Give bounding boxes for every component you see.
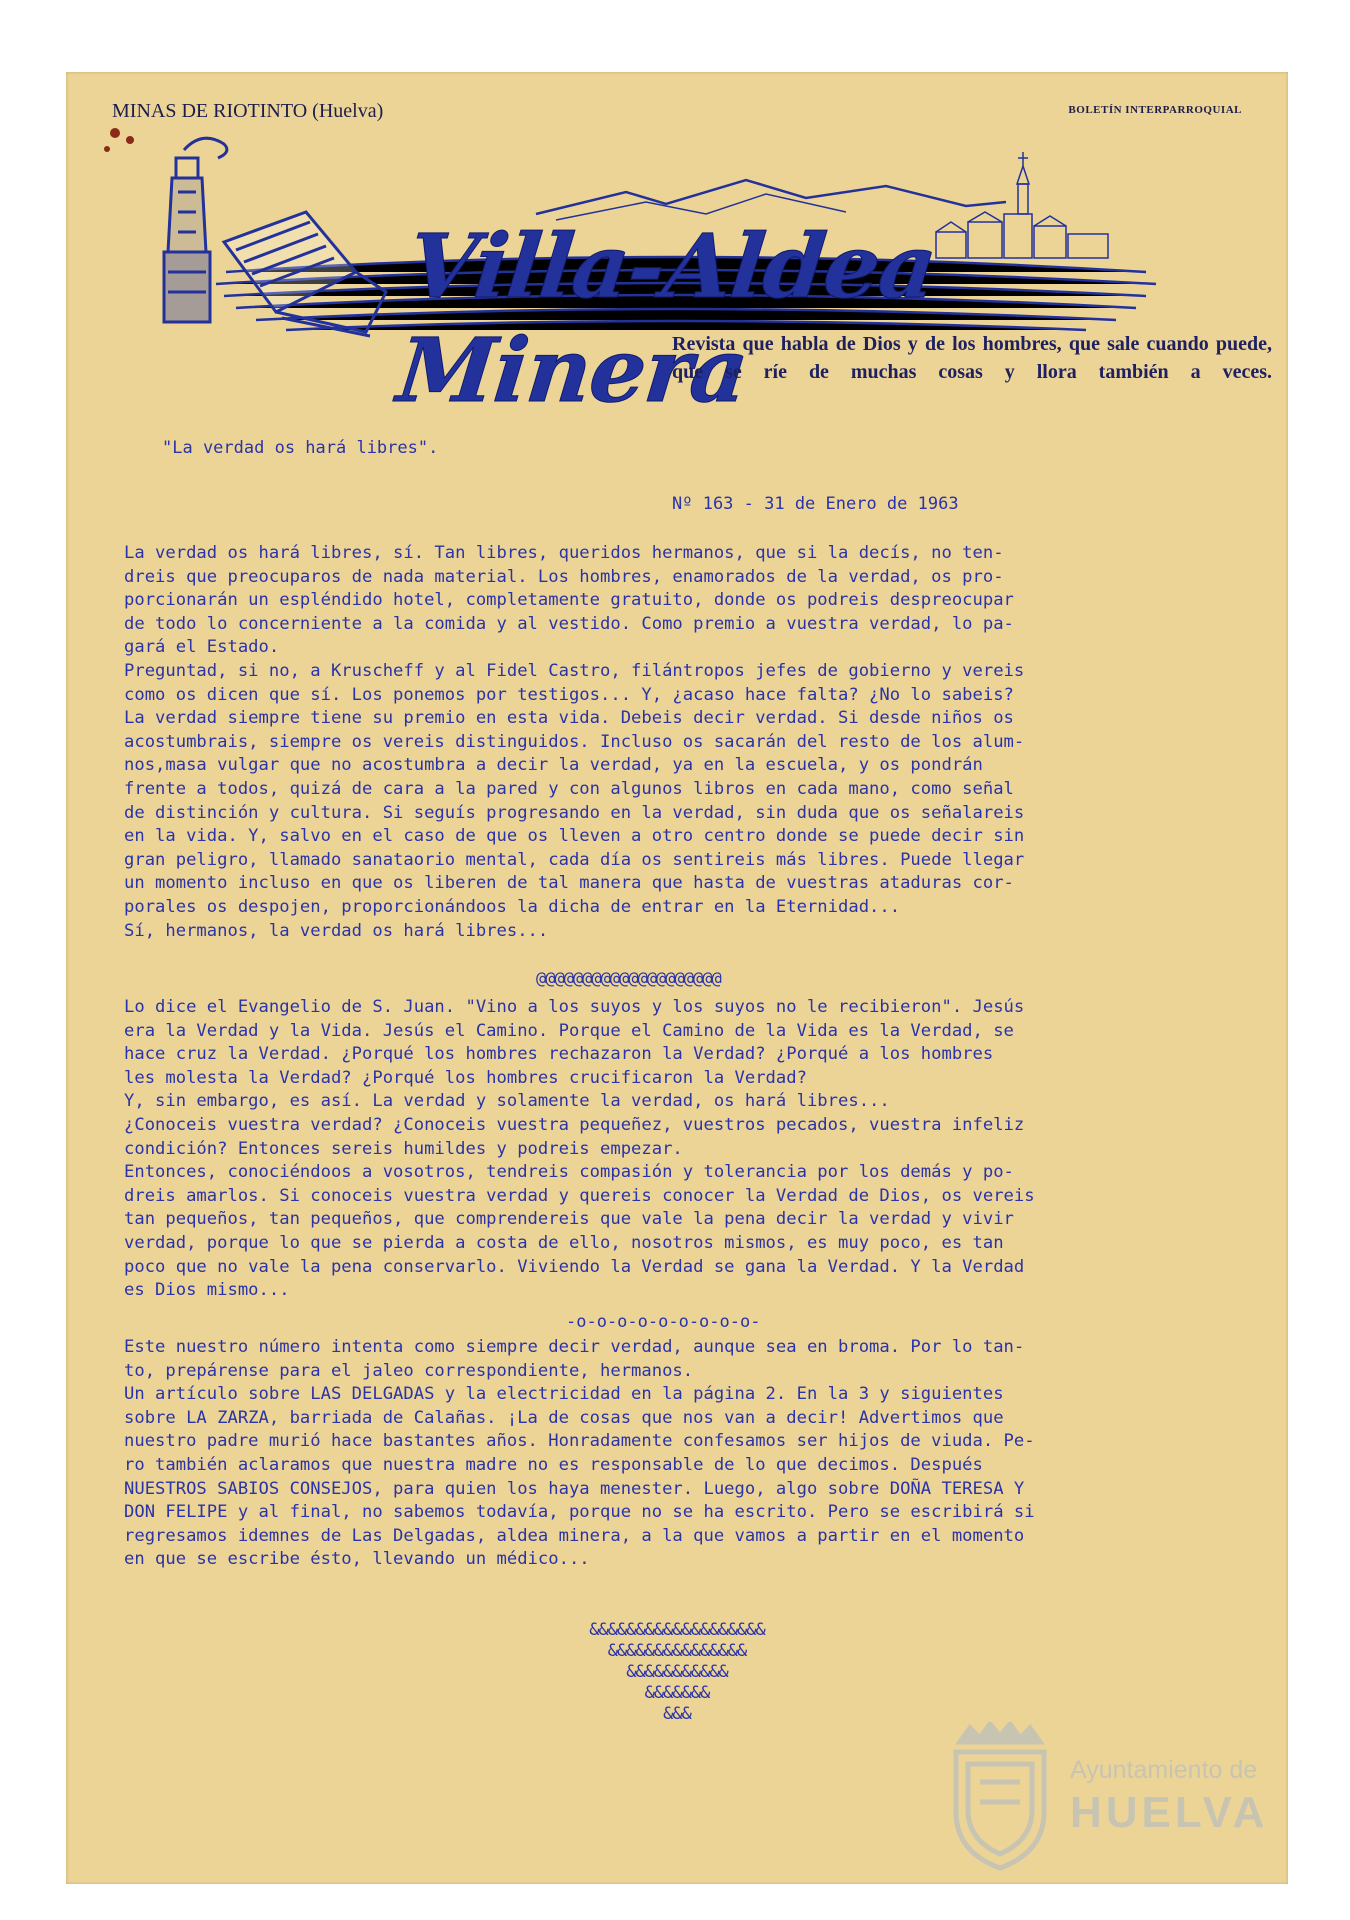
text-line: La verdad siempre tiene su premio en esta vida. Debeis decir verdad. Si desde niños os [124, 708, 1014, 729]
text-line: porales os despojen, proporcionándoos la dicha de entrar en la Eternidad... [124, 896, 901, 917]
pyramid-row: &&&&&&& [644, 1683, 710, 1703]
text-line: frente a todos, quizá de cara a la pared y con algunos libros en cada mano, como señal [124, 778, 1014, 799]
text-line: Este nuestro número intenta como siempre decir verdad, aunque sea en broma. Por lo tan- [124, 1337, 1025, 1357]
text-line: hace cruz la Verdad. ¿Porqué los hombres rechazaron la Verdad? ¿Porqué a los hombres [124, 1044, 994, 1065]
text-line: acostumbrais, siempre os vereis distinguidos. Incluso os sacarán del resto de los alum- [124, 731, 1025, 752]
watermark-line1: Ayuntamiento de [1070, 1756, 1258, 1784]
pyramid-row: &&&&&&&&&&& [626, 1662, 728, 1682]
miner-lamp-icon [164, 138, 227, 322]
masthead [106, 122, 1246, 422]
text-line: es Dios mismo... [124, 1280, 290, 1301]
document-page [66, 72, 1288, 1884]
header-place: MINAS DE RIOTINTO (Huelva) [112, 100, 384, 122]
watermark [940, 1722, 1270, 1872]
text-line: les molesta la Verdad? ¿Porqué los hombres crucificaron la Verdad? [124, 1067, 807, 1088]
text-line: Lo dice el Evangelio de S. Juan. "Vino a los suyos y los suyos no le recibieron". Jesús [124, 997, 1025, 1017]
text-line: Sí, hermanos, la verdad os hará libres... [124, 920, 549, 941]
crest-icon [940, 1722, 1060, 1872]
text-line: NUESTROS SABIOS CONSEJOS, para quien los haya menester. Luego, algo sobre DOÑA TERESA Y [124, 1478, 1025, 1499]
ampersand-pyramid [66, 1620, 1288, 1725]
text-line: de todo lo concerniente a la comida y al vestido. Como premio a vuestra verdad, lo pa- [124, 613, 1014, 634]
header-label: BOLETÍN INTERPARROQUIAL [1068, 104, 1242, 116]
issue-number-date: Nº 163 - 31 de Enero de 1963 [672, 494, 959, 514]
text-line: ¿Conoceis vuestra verdad? ¿Conoceis vuestra pequeñez, vuestros pecados, vuestra infeliz [124, 1114, 1025, 1135]
text-line: to, prepárense para el jaleo correspondiente, hermanos. [124, 1360, 694, 1381]
watermark-line2: HUELVA [1070, 1788, 1269, 1837]
text-line: porcionarán un espléndido hotel, completamente gratuito, donde os podreis despreocupar [124, 590, 1014, 611]
pyramid-row: &&&&&&&&&&&&&&& [607, 1641, 747, 1661]
text-line: en la vida. Y, salvo en el caso de que os lleven a otro centro donde se puede decir sin [124, 826, 1025, 847]
text-line: ro también aclaramos que nuestra madre no es responsable de lo que decimos. Después [124, 1454, 983, 1475]
text-line: nuestro padre murió hace bastantes años. Honradamente confesamos ser hijos de viuda. Pe- [124, 1431, 1035, 1452]
text-line: regresamos idemnes de Las Delgadas, aldea minera, a la que vamos a partir en el momento [124, 1525, 1025, 1546]
text-line: como os dicen que sí. Los ponemos por testigos... Y, ¿acaso hace falta? ¿No lo sabeis? [124, 684, 1014, 705]
text-line: gará el Estado. [124, 637, 280, 658]
text-line: dreis que preocuparos de nada material. Los hombres, enamorados de la verdad, os pro- [124, 566, 1004, 587]
text-line: sobre LA ZARZA, barriada de Calañas. ¡La de cosas que nos van a decir! Advertimos que [124, 1407, 1004, 1428]
pyramid-row: &&&&&&&&&&&&&&&&&&& [589, 1620, 765, 1640]
text-line: nos,masa vulgar que no acostumbra a decir la verdad, ya en la escuela, y os pondrán [124, 755, 983, 776]
text-line: DON FELIPE y al final, no sabemos todavía, porque no se ha escrito. Pero se escribirá si [124, 1502, 1035, 1523]
text-line: gran peligro, llamado sanataorio mental, cada día os sentireis más libres. Puede llegar [124, 849, 1025, 870]
tagline: Revista que habla de Dios y de los hombres, que sale cuando puede, que se ríe de muchas cosas y llora también a veces. [672, 333, 1272, 383]
text-line: Un artículo sobre LAS DELGADAS y la electricidad en la página 2. En la 3 y siguientes [124, 1384, 1004, 1405]
paragraph-3 [124, 1336, 1234, 1572]
text-line: tan pequeños, tan pequeños, que comprendereis que vale la pena decir la verdad y vivir [124, 1209, 1014, 1230]
text-line: verdad, porque lo que se pierda a costa de ello, nosotros mismos, es muy poco, es tan [124, 1232, 1004, 1253]
text-line: La verdad os hará libres, sí. Tan libres, queridos hermanos, que si la decís, no ten- [124, 543, 1004, 563]
paragraph-2 [124, 996, 1234, 1303]
text-line: condición? Entonces sereis humildes y podreis empezar. [124, 1138, 683, 1159]
pyramid-row: &&& [663, 1704, 691, 1724]
text-line: Y, sin embargo, es así. La verdad y solamente la verdad, os hará libres... [124, 1091, 890, 1112]
text-line: en que se escribe ésto, llevando un médico... [124, 1549, 590, 1570]
paragraph-1 [124, 542, 1234, 943]
divider-at-signs: @@@@@@@@@@@@@@@@@@@@ [536, 969, 721, 989]
text-line: de distinción y cultura. Si seguís progresando en la verdad, sin duda que os señalareis [124, 802, 1025, 823]
divider-circles: -o-o-o-o-o-o-o-o-o- [566, 1312, 761, 1332]
text-line: Preguntad, si no, a Kruscheff y al Fidel Castro, filántropos jefes de gobierno y vereis [124, 660, 1025, 681]
text-line: era la Verdad y la Vida. Jesús el Camino. Porque el Camino de la Vida es la Verdad, se [124, 1020, 1014, 1041]
text-line: dreis amarlos. Si conoceis vuestra verdad y quereis conocer la Verdad de Dios, os vereis [124, 1185, 1035, 1206]
motto: "La verdad os hará libres". [162, 438, 439, 458]
text-line: Entonces, conociéndoos a vosotros, tendreis compasión y tolerancia por los demás y po- [124, 1162, 1014, 1183]
text-line: un momento incluso en que os liberen de tal manera que hasta de vuestras ataduras cor- [124, 873, 1014, 894]
text-line: poco que no vale la pena conservarlo. Viviendo la Verdad se gana la Verdad. Y la Verdad [124, 1256, 1025, 1277]
masthead-title: Villa-Aldea Minera [393, 214, 941, 422]
